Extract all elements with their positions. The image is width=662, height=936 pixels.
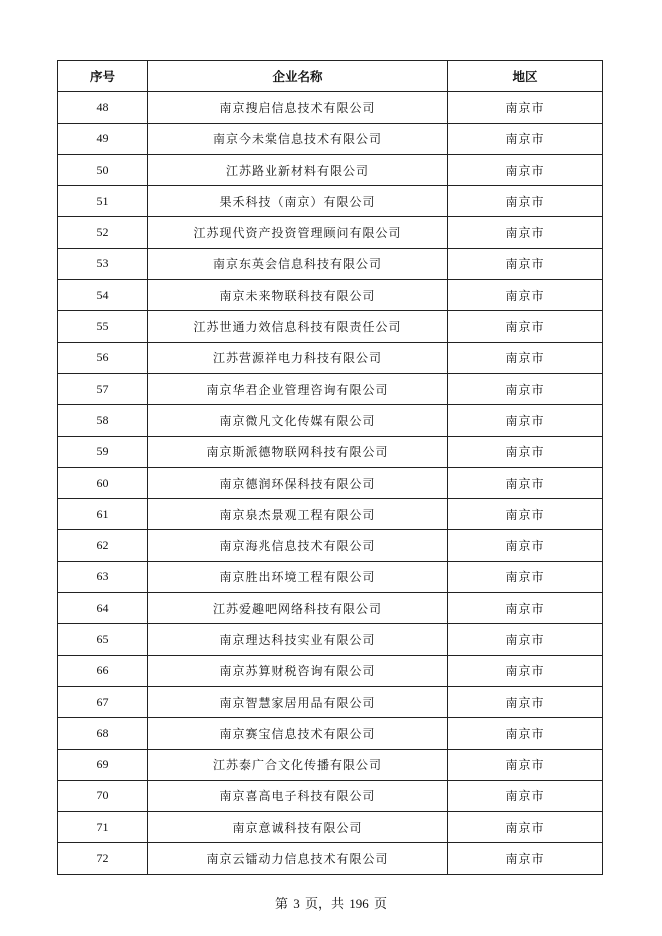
region-name: 南京市 xyxy=(448,154,603,185)
region-name: 南京市 xyxy=(448,655,603,686)
row-number: 71 xyxy=(58,812,148,843)
company-name: 江苏世通力效信息科技有限责任公司 xyxy=(148,311,448,342)
row-number: 49 xyxy=(58,123,148,154)
page-footer xyxy=(0,893,662,912)
header-company-name: 企业名称 xyxy=(148,61,448,92)
region-name: 南京市 xyxy=(448,593,603,624)
row-number: 61 xyxy=(58,499,148,530)
table-row xyxy=(58,593,603,624)
table-row xyxy=(58,311,603,342)
table-row xyxy=(58,436,603,467)
footer-suffix: 页 xyxy=(374,896,388,911)
company-name: 江苏泰广合文化传播有限公司 xyxy=(148,749,448,780)
company-name: 南京云镭动力信息技术有限公司 xyxy=(148,843,448,874)
region-name: 南京市 xyxy=(448,436,603,467)
table-header-row xyxy=(58,61,603,92)
company-table xyxy=(57,60,603,875)
table-row xyxy=(58,154,603,185)
company-name: 江苏路业新材料有限公司 xyxy=(148,154,448,185)
row-number: 52 xyxy=(58,217,148,248)
company-name: 南京赛宝信息技术有限公司 xyxy=(148,718,448,749)
table-row xyxy=(58,92,603,123)
company-name: 南京智慧家居用品有限公司 xyxy=(148,686,448,717)
region-name: 南京市 xyxy=(448,561,603,592)
table-row xyxy=(58,123,603,154)
region-name: 南京市 xyxy=(448,280,603,311)
region-name: 南京市 xyxy=(448,217,603,248)
region-name: 南京市 xyxy=(448,92,603,123)
table-row xyxy=(58,373,603,404)
company-name: 南京泉杰景观工程有限公司 xyxy=(148,499,448,530)
company-name: 南京今未棠信息技术有限公司 xyxy=(148,123,448,154)
row-number: 48 xyxy=(58,92,148,123)
row-number: 56 xyxy=(58,342,148,373)
company-name: 南京苏算财税咨询有限公司 xyxy=(148,655,448,686)
footer-page-number: 3 xyxy=(293,896,300,911)
header-region: 地区 xyxy=(448,61,603,92)
company-name: 江苏爱趣吧网络科技有限公司 xyxy=(148,593,448,624)
row-number: 63 xyxy=(58,561,148,592)
region-name: 南京市 xyxy=(448,718,603,749)
region-name: 南京市 xyxy=(448,311,603,342)
company-name: 南京理达科技实业有限公司 xyxy=(148,624,448,655)
region-name: 南京市 xyxy=(448,467,603,498)
row-number: 51 xyxy=(58,186,148,217)
company-name: 南京意诚科技有限公司 xyxy=(148,812,448,843)
region-name: 南京市 xyxy=(448,624,603,655)
row-number: 53 xyxy=(58,248,148,279)
footer-total-pages: 196 xyxy=(349,896,369,911)
region-name: 南京市 xyxy=(448,686,603,717)
company-name: 江苏现代资产投资管理顾问有限公司 xyxy=(148,217,448,248)
row-number: 62 xyxy=(58,530,148,561)
row-number: 67 xyxy=(58,686,148,717)
company-name: 江苏营源祥电力科技有限公司 xyxy=(148,342,448,373)
region-name: 南京市 xyxy=(448,749,603,780)
row-number: 58 xyxy=(58,405,148,436)
company-name: 南京未来物联科技有限公司 xyxy=(148,280,448,311)
table-row xyxy=(58,248,603,279)
company-name: 南京东英会信息科技有限公司 xyxy=(148,248,448,279)
table-row xyxy=(58,624,603,655)
row-number: 72 xyxy=(58,843,148,874)
table-row xyxy=(58,280,603,311)
company-name: 南京德润环保科技有限公司 xyxy=(148,467,448,498)
company-name: 南京微凡文化传媒有限公司 xyxy=(148,405,448,436)
table-row xyxy=(58,217,603,248)
header-no: 序号 xyxy=(58,61,148,92)
table-row xyxy=(58,530,603,561)
table-row xyxy=(58,467,603,498)
footer-mid: 页，共 xyxy=(304,896,344,911)
company-name: 果禾科技（南京）有限公司 xyxy=(148,186,448,217)
table-row xyxy=(58,186,603,217)
table-row xyxy=(58,718,603,749)
table-row xyxy=(58,405,603,436)
table-row xyxy=(58,843,603,874)
region-name: 南京市 xyxy=(448,780,603,811)
company-name: 南京海兆信息技术有限公司 xyxy=(148,530,448,561)
table-row xyxy=(58,342,603,373)
row-number: 55 xyxy=(58,311,148,342)
table-row xyxy=(58,812,603,843)
company-name: 南京斯派德物联网科技有限公司 xyxy=(148,436,448,467)
company-name: 南京喜高电子科技有限公司 xyxy=(148,780,448,811)
row-number: 70 xyxy=(58,780,148,811)
row-number: 68 xyxy=(58,718,148,749)
row-number: 59 xyxy=(58,436,148,467)
row-number: 57 xyxy=(58,373,148,404)
region-name: 南京市 xyxy=(448,812,603,843)
company-name: 南京搜启信息技术有限公司 xyxy=(148,92,448,123)
row-number: 50 xyxy=(58,154,148,185)
row-number: 60 xyxy=(58,467,148,498)
row-number: 69 xyxy=(58,749,148,780)
region-name: 南京市 xyxy=(448,186,603,217)
region-name: 南京市 xyxy=(448,248,603,279)
table-row xyxy=(58,655,603,686)
footer-prefix: 第 xyxy=(274,896,288,911)
table-row xyxy=(58,749,603,780)
table-row xyxy=(58,499,603,530)
region-name: 南京市 xyxy=(448,123,603,154)
region-name: 南京市 xyxy=(448,530,603,561)
row-number: 64 xyxy=(58,593,148,624)
company-name: 南京胜出环境工程有限公司 xyxy=(148,561,448,592)
row-number: 65 xyxy=(58,624,148,655)
region-name: 南京市 xyxy=(448,405,603,436)
region-name: 南京市 xyxy=(448,373,603,404)
region-name: 南京市 xyxy=(448,342,603,373)
row-number: 54 xyxy=(58,280,148,311)
company-name: 南京华君企业管理咨询有限公司 xyxy=(148,373,448,404)
table-row xyxy=(58,686,603,717)
region-name: 南京市 xyxy=(448,499,603,530)
table-row xyxy=(58,780,603,811)
row-number: 66 xyxy=(58,655,148,686)
region-name: 南京市 xyxy=(448,843,603,874)
table-row xyxy=(58,561,603,592)
